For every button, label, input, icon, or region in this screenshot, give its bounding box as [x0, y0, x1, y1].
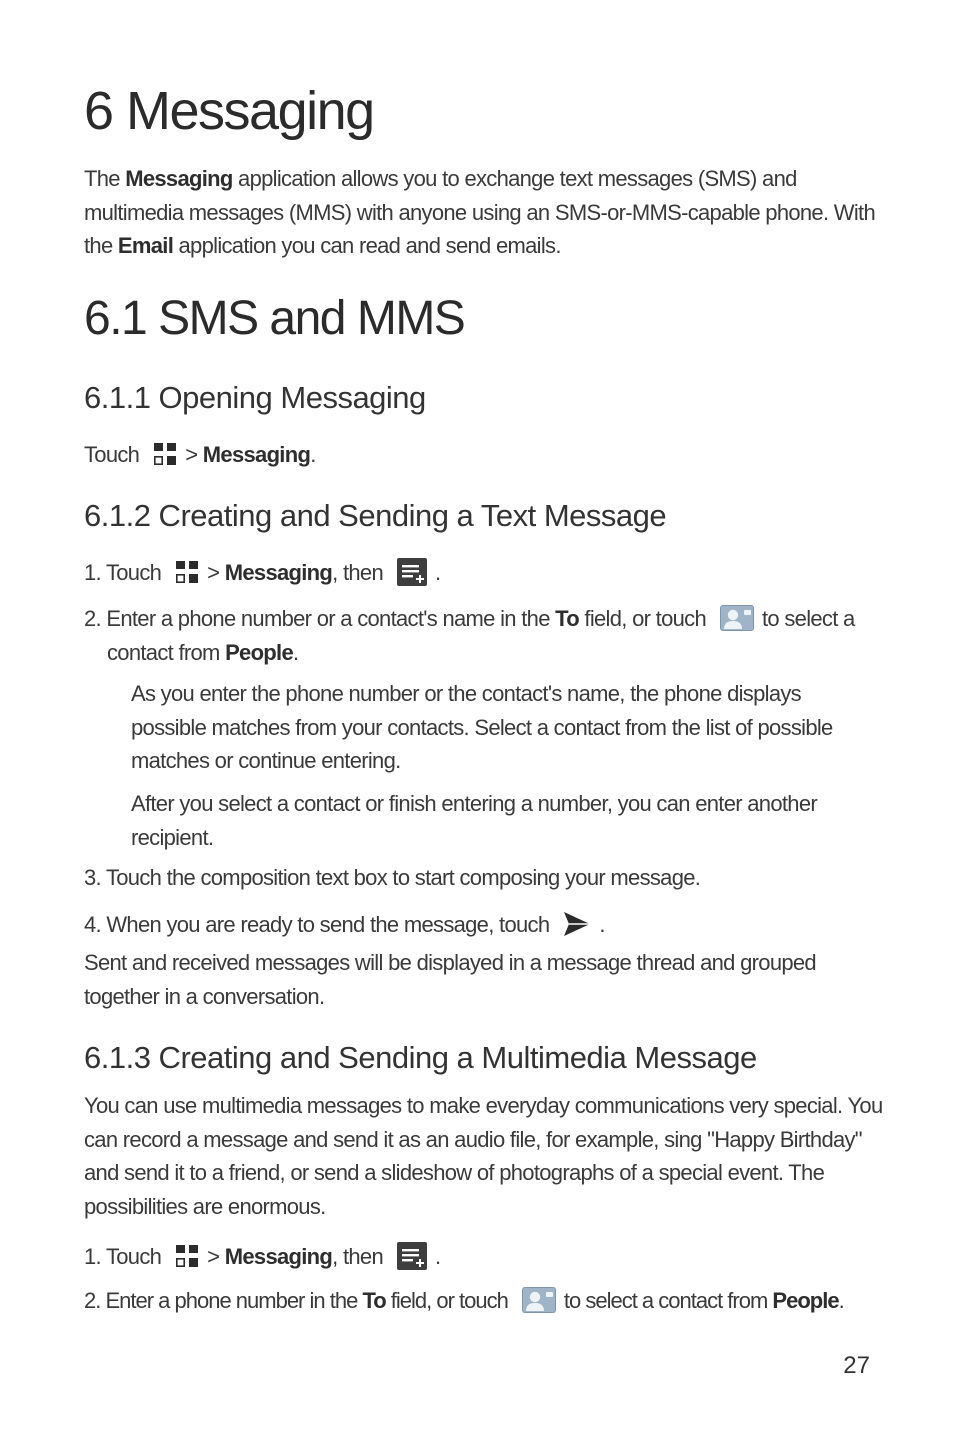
subsection-title-multimedia-message: 6.1.3 Creating and Sending a Multimedia Message: [84, 1040, 757, 1075]
send-icon: [563, 910, 591, 938]
multimedia-step-2: 2. Enter a phone number in the To field, or touch to select a contact from People.: [84, 1288, 844, 1313]
text-note-recipient: After you select a contact or finish entering a number, you can enter another recipient.: [131, 791, 817, 850]
intro-paragraph: The Messaging application allows you to exchange text messages (SMS) and multimedia messages (MMS) with anyone using an SMS-or-MMS-capable phone. With the Email application you can read and send emails.: [84, 166, 875, 258]
text-after-paragraph: Sent and received messages will be displayed in a message thread and grouped together in a conversation.: [84, 950, 816, 1009]
page-number: 27: [843, 1352, 870, 1379]
text-note-matches: As you enter the phone number or the contact's name, the phone displays possible matches from your contacts. Select a contact from the list of possible matches or continue entering.: [131, 681, 833, 773]
apps-grid-icon: [175, 1244, 199, 1268]
new-message-icon: [397, 1242, 427, 1270]
text-step-4: 4. When you are ready to send the message, touch .: [84, 912, 605, 937]
multimedia-step-1: 1. Touch > Messaging, then .: [84, 1244, 441, 1269]
chapter-title: 6 Messaging: [84, 81, 374, 141]
multimedia-intro: You can use multimedia messages to make everyday communications very special. You can record a message and send it as an audio file, for example, sing "Happy Birthday" and send it to a friend, or send a slideshow of photographs of a special event. The possibilities are enormous.: [84, 1093, 883, 1219]
text-step-1: 1. Touch > Messaging, then .: [84, 560, 441, 585]
subsection-title-text-message: 6.1.2 Creating and Sending a Text Message: [84, 498, 667, 533]
apps-grid-icon: [175, 560, 199, 584]
text-step-2: 2. Enter a phone number or a contact's name in the To field, or touch to select a contact from People.: [84, 606, 855, 665]
apps-grid-icon: [153, 442, 177, 466]
section-title: 6.1 SMS and MMS: [84, 292, 465, 345]
opening-instruction: Touch > Messaging.: [84, 442, 316, 467]
subsection-title-opening: 6.1.1 Opening Messaging: [84, 380, 426, 415]
contact-picker-icon: [522, 1287, 556, 1313]
text-step-3: 3. Touch the composition text box to start composing your message.: [84, 865, 701, 890]
contact-picker-icon: [720, 605, 754, 631]
new-message-icon: [397, 558, 427, 586]
